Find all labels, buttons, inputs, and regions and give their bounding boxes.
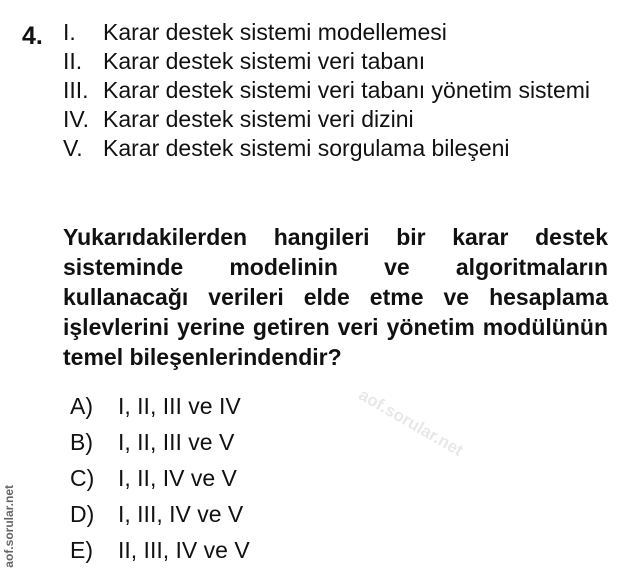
option-a[interactable] xyxy=(70,388,250,424)
statement-list xyxy=(63,18,619,163)
statement-text: Karar destek sistemi veri tabanı yönetim sistemi xyxy=(103,77,591,103)
option-letter: B) xyxy=(70,429,93,455)
option-c[interactable] xyxy=(70,460,250,496)
option-letter: C) xyxy=(70,465,95,491)
option-d[interactable] xyxy=(70,496,250,532)
statement-number: V. xyxy=(63,135,83,161)
statement-item xyxy=(63,76,619,105)
statement-text: Karar destek sistemi veri tabanı xyxy=(103,48,426,74)
option-text: I, III, IV ve V xyxy=(118,501,244,527)
option-b[interactable] xyxy=(70,424,250,460)
side-watermark: aof.sorular.net xyxy=(2,485,16,568)
statement-item xyxy=(63,47,619,76)
statement-text: Karar destek sistemi modellemesi xyxy=(103,19,447,45)
option-e[interactable] xyxy=(70,532,250,568)
statement-item xyxy=(63,18,619,47)
option-letter: D) xyxy=(70,501,95,527)
statement-number: I. xyxy=(63,19,76,45)
option-letter: A) xyxy=(70,393,93,419)
statement-number: II. xyxy=(63,48,83,74)
statement-text: Karar destek sistemi veri dizini xyxy=(103,106,414,132)
option-text: I, II, III ve IV xyxy=(118,393,241,419)
question-text: Yukarıdakilerden hangileri bir karar destek sisteminde modelinin ve algoritmaların kullanacağı verileri elde etme ve hesaplama işlevlerini yerine getiren veri yönetim modülünün temel bileşenlerindendir? xyxy=(63,224,608,370)
option-text: I, II, IV ve V xyxy=(118,465,237,491)
statement-item xyxy=(63,105,619,134)
statement-item xyxy=(63,134,619,163)
watermark: aof.sorular.net xyxy=(355,385,467,461)
statement-number: IV. xyxy=(63,106,90,132)
option-text: I, II, III ve V xyxy=(118,429,235,455)
answer-options xyxy=(70,388,250,568)
statement-number: III. xyxy=(63,77,89,103)
option-text: II, III, IV ve V xyxy=(118,537,250,563)
statement-text: Karar destek sistemi sorgulama bileşeni xyxy=(103,135,510,161)
option-letter: E) xyxy=(70,537,93,563)
question-number: 4. xyxy=(22,22,43,50)
